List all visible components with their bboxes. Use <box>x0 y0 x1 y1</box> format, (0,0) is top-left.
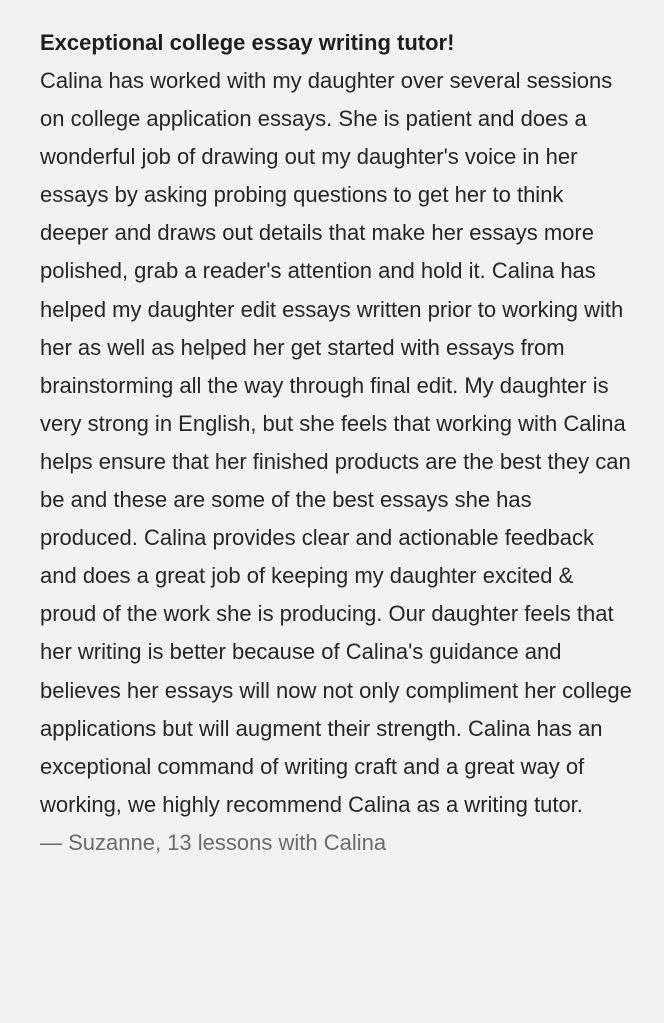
review-title: Exceptional college essay writing tutor! <box>40 30 455 55</box>
review-attribution: — Suzanne, 13 lessons with Calina <box>40 829 387 855</box>
review-body: Calina has worked with my daughter over several sessions on college application essays. She is patient and does a wonderful job of drawing out my daughter's voice in her essays by asking probing questions to get her to think deeper and draws out details that make her essays more polished, grab a reader's attention and hold it. Calina has helped my daughter edit essays written prior to working with her as well as helped her get started with essays from brainstorming all the way through final edit. My daughter is very strong in English, but she feels that working with Calina helps ensure that her finished products are the best they can be and these are some of the best essays she has produced. Calina provides clear and actionable feedback and does a great job of keeping my daughter excited & proud of the work she is producing. Our daughter feels that her writing is better because of Calina's guidance and believes her essays will now not only compliment her college applications but will augment their strength. Calina has an exceptional command of writing craft and a great way of working, we highly recommend Calina as a writing tutor. <box>40 68 632 817</box>
